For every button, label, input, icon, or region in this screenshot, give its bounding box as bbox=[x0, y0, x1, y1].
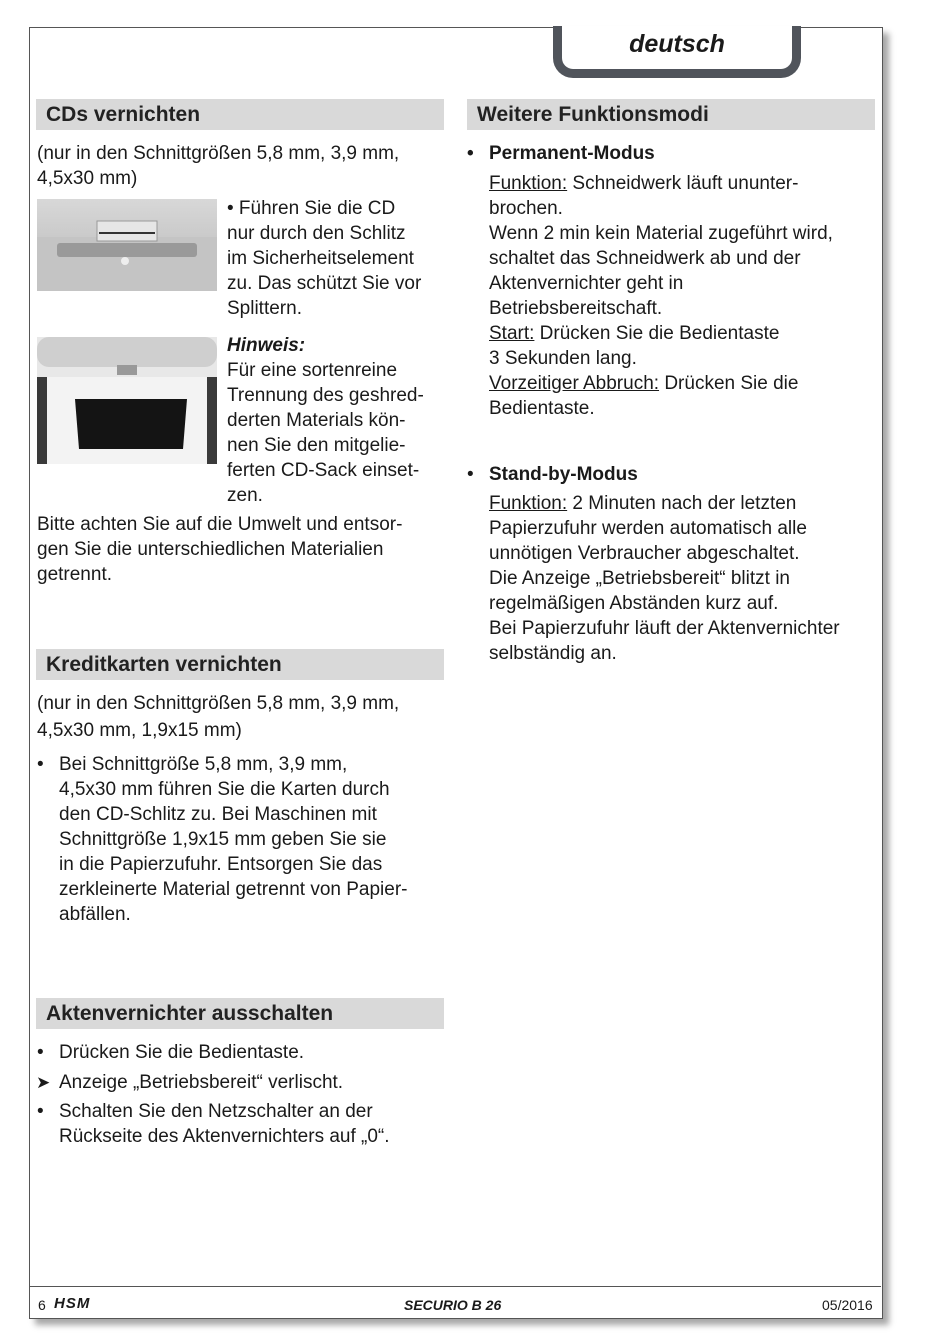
section-title-cds: CDs vernichten bbox=[36, 99, 444, 130]
bullet-dot: • bbox=[37, 754, 44, 775]
cards-instruction: Bei Schnittgröße 5,8 mm, 3,9 mm, 4,5x30 mm führen Sie die Karten durch den CD-Schlitz zu. Bei Maschinen mit Schnittgröße 1,9x15 mm geben Sie sie in die Papierzufuhr. Entsorgen Sie das zerkleinerte Material getrennt von Papier- abfällen. bbox=[59, 754, 408, 925]
switch-off-result: Anzeige „Betriebsbereit“ verlischt. bbox=[59, 1072, 344, 1093]
cds-step: • Führen Sie die CD nur durch den Schlitz im Sicherheitselement zu. Das schützt Sie vor Splittern. bbox=[227, 198, 422, 319]
bullet-dot: • bbox=[467, 464, 474, 485]
standby-mode-title: Stand-by-Modus bbox=[489, 464, 638, 485]
bullet-dot: • bbox=[37, 1042, 44, 1063]
cds-note: Hinweis: Für eine sortenreine Trennung des geshred- derten Materials kön- nen Sie den mitgelie- ferten CD-Sack einset- zen. bbox=[227, 335, 424, 506]
permanent-mode-text: Funktion: Schneidwerk läuft ununter- brochen. Wenn 2 min kein Material zugeführt wird, schaltet das Schneidwerk ab und der Aktenvernichter geht in Betriebsbereitschaft. Start: Drücken Sie die Bedientaste 3 Sekunden lang. Vorzeitiger Abbruch: Drücken Sie die Bedientaste. bbox=[489, 173, 833, 419]
section-title-cards: Kreditkarten vernichten bbox=[36, 649, 444, 680]
bullet-dot: • bbox=[467, 143, 474, 164]
switch-off-step-2: Schalten Sie den Netzschalter an der Rückseite des Aktenvernichters auf „0“. bbox=[59, 1101, 390, 1147]
standby-mode-text: Funktion: 2 Minuten nach der letzten Papierzufuhr werden automatisch alle unnötigen Verbraucher abgeschaltet. Die Anzeige „Betriebsbereit“ blitzt in regelmäßigen Abständen kurz auf. Bei Papierzufuhr läuft der Aktenvernichter selbständig an. bbox=[489, 493, 840, 664]
result-arrow-icon: ➤ bbox=[36, 1073, 51, 1092]
hsm-logo: HSM bbox=[54, 1295, 91, 1312]
cds-intro: (nur in den Schnittgrößen 5,8 mm, 3,9 mm, 4,5x30 mm) bbox=[37, 143, 400, 189]
cd-bag-photo bbox=[37, 337, 217, 464]
cd-slot-photo bbox=[37, 199, 217, 291]
bullet-dot: • bbox=[37, 1101, 44, 1122]
switch-off-step-1: Drücken Sie die Bedientaste. bbox=[59, 1042, 305, 1063]
section-title-modes: Weitere Funktionsmodi bbox=[467, 99, 875, 130]
section-title-switch-off: Aktenvernichter ausschalten bbox=[36, 998, 444, 1029]
permanent-mode-title: Permanent-Modus bbox=[489, 143, 655, 164]
cards-intro: (nur in den Schnittgrößen 5,8 mm, 3,9 mm, 4,5x30 mm, 1,9x15 mm) bbox=[37, 693, 400, 741]
page-number: 6 bbox=[38, 1297, 46, 1313]
language-tab: deutsch bbox=[553, 26, 801, 78]
model-name: SECURIO B 26 bbox=[404, 1297, 502, 1313]
cds-environment-note: Bitte achten Sie auf die Umwelt und entsor- gen Sie die unterschiedlichen Materialien getrennt. bbox=[37, 514, 403, 585]
edition-date: 05/2016 bbox=[822, 1297, 873, 1313]
footer-rule bbox=[29, 1286, 881, 1287]
